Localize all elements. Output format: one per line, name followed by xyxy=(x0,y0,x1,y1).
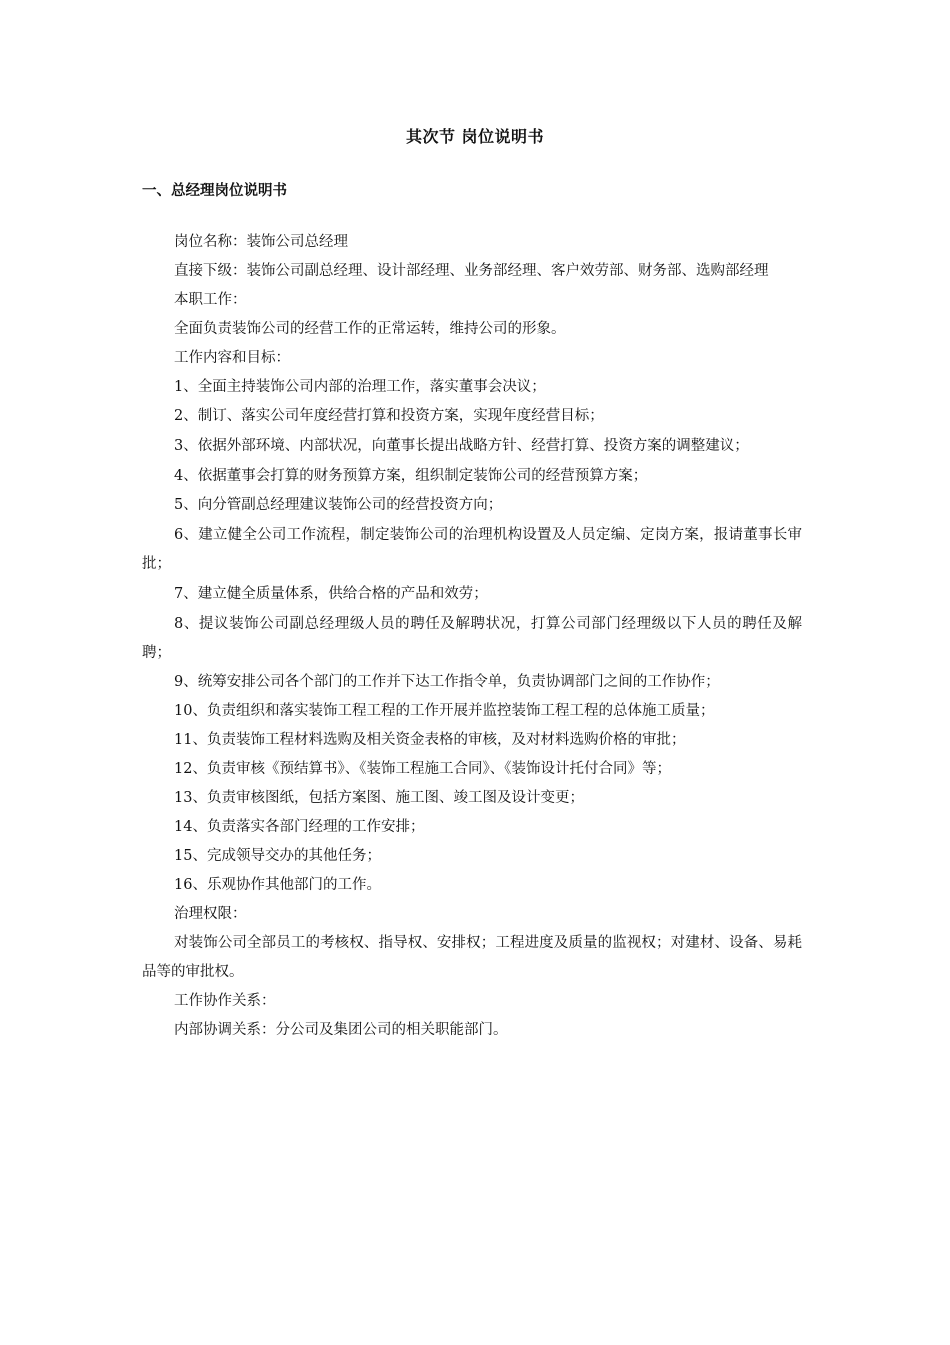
list-item: 6、建立健全公司工作流程，制定装饰公司的治理机构设置及人员定编、定岗方案，报请董事长审批； xyxy=(142,527,802,572)
list-item: 5、向分管副总经理建议装饰公司的经营投资方向； xyxy=(174,497,503,513)
list-item: 13、负责审核图纸，包括方案图、施工图、竣工图及设计变更； xyxy=(174,790,584,806)
list-item: 7、建立健全质量体系，供给合格的产品和效劳； xyxy=(174,586,488,602)
paragraph-duty: 全面负责装饰公司的经营工作的正常运转，维持公司的形象。 xyxy=(174,321,566,337)
paragraph-direct-subordinates: 直接下级：装饰公司副总经理、设计部经理、业务部经理、客户效劳部、财务部、选购部经理 xyxy=(174,263,769,279)
list-item: 16、乐观协作其他部门的工作。 xyxy=(174,877,381,893)
paragraph-duty-heading: 本职工作： xyxy=(174,292,247,308)
list-item: 10、负责组织和落实装饰工程工程的工作开展并监控装饰工程工程的总体施工质量； xyxy=(174,703,715,719)
list-item: 4、依据董事会打算的财务预算方案，组织制定装饰公司的经营预算方案； xyxy=(174,468,648,484)
list-item: 11、负责装饰工程材料选购及相关资金表格的审核，及对材料选购价格的审批； xyxy=(174,732,686,748)
list-item: 9、统筹安排公司各个部门的工作并下达工作指令单，负责协调部门之间的工作协作； xyxy=(174,674,720,690)
list-item: 2、制订、落实公司年度经营打算和投资方案，实现年度经营目标； xyxy=(174,408,604,424)
list-item: 3、依据外部环境、内部状况，向董事长提出战略方针、经营打算、投资方案的调整建议； xyxy=(174,438,749,454)
list-item: 12、负责审核《预结算书》、《装饰工程施工合同》、《装饰设计托付合同》等； xyxy=(174,761,671,777)
paragraph-authority-heading: 治理权限： xyxy=(174,906,247,922)
paragraph-relations-heading: 工作协作关系： xyxy=(174,993,276,1009)
list-item: 1、全面主持装饰公司内部的治理工作，落实董事会决议； xyxy=(174,379,546,395)
section-heading: 一、总经理岗位说明书 xyxy=(142,183,287,199)
list-item: 8、提议装饰公司副总经理级人员的聘任及解聘状况，打算公司部门经理级以下人员的聘任及解聘； xyxy=(142,616,802,661)
paragraph-position-name: 岗位名称：装饰公司总经理 xyxy=(174,234,348,250)
document-body xyxy=(142,228,802,1045)
paragraph-internal-relations: 内部协调关系：分公司及集团公司的相关职能部门。 xyxy=(174,1022,508,1038)
paragraph-authority: 对装饰公司全部员工的考核权、指导权、安排权；工程进度及质量的监视权；对建材、设备、易耗品等的审批权。 xyxy=(142,935,802,980)
list-item: 14、负责落实各部门经理的工作安排； xyxy=(174,819,425,835)
page-title: 其次节 岗位说明书 xyxy=(405,127,545,146)
paragraph-tasks-heading: 工作内容和目标： xyxy=(174,350,290,366)
list-item: 15、完成领导交办的其他任务； xyxy=(174,848,381,864)
